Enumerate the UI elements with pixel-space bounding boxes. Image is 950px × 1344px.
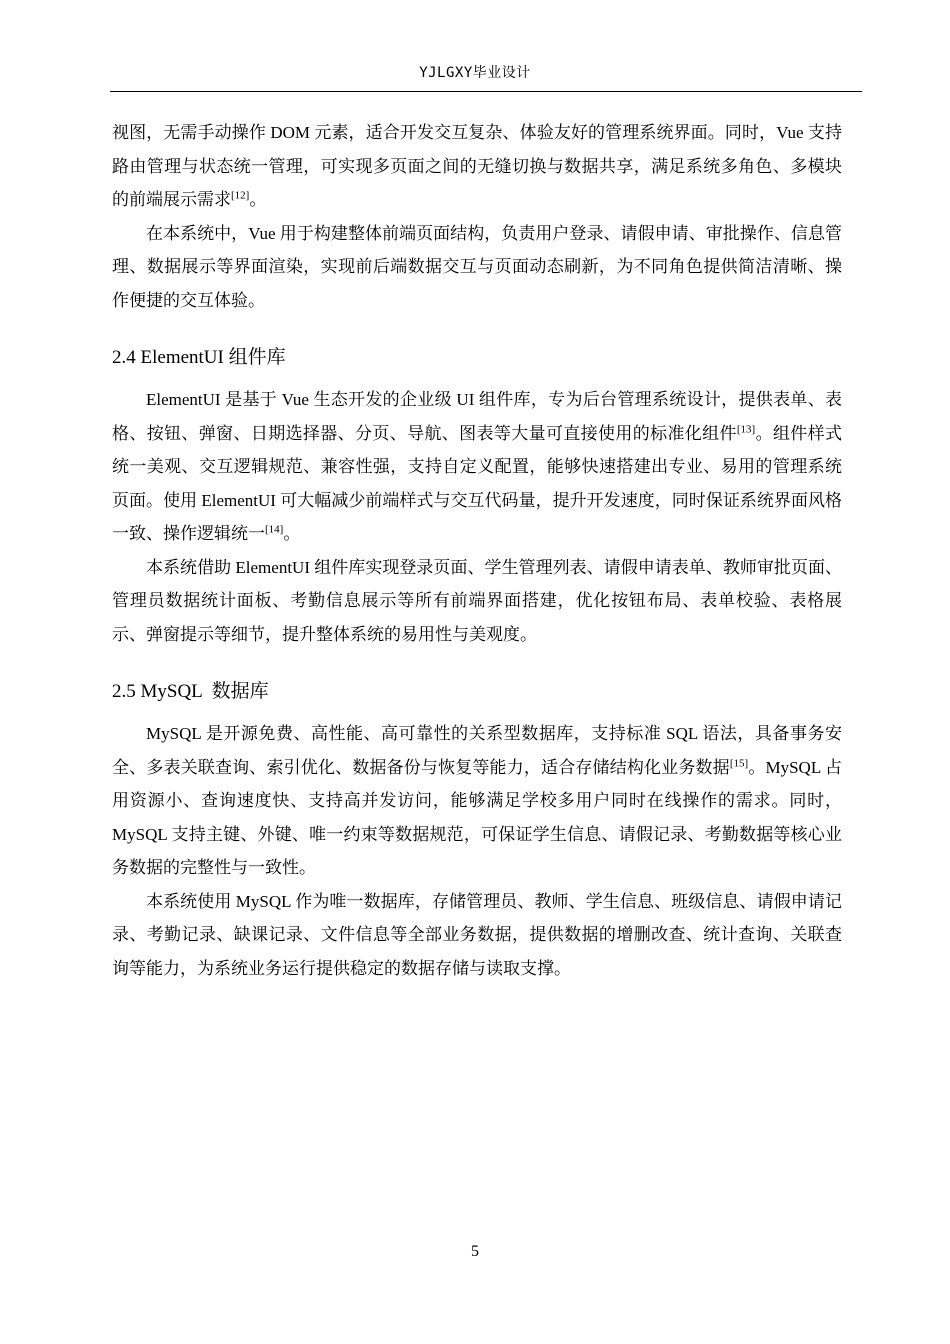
paragraph-tail: 。 bbox=[249, 190, 267, 209]
page-number: 5 bbox=[471, 1243, 479, 1260]
section-heading-mysql: 2.5 MySQL 数据库 bbox=[112, 681, 269, 702]
paragraph-text: MySQL 是开源免费、高性能、高可靠性的关系型数据库，支持标准 SQL 语法，具备事务安全、多表关联查询、索引优化、数据备份与恢复等能力，适合存储结构化业务数据 bbox=[112, 724, 842, 777]
paragraph-text: ElementUI 是基于 Vue 生态开发的企业级 UI 组件库，专为后台管理系统设计，提供表单、表格、按钮、弹窗、日期选择器、分页、导航、图表等大量可直接使用的标准化组件 bbox=[112, 390, 842, 443]
citation-ref: [13] bbox=[736, 422, 756, 435]
paragraph-mysql-usage: 本系统使用 MySQL 作为唯一数据库，存储管理员、教师、学生信息、班级信息、请假申请记录、考勤记录、缺课记录、文件信息等全部业务数据，提供数据的增删改查、统计查询、关联查询等能力，为系统业务运行提供稳定的数据存储与读取支撑。 bbox=[112, 891, 842, 978]
paragraph-mysql-intro bbox=[112, 717, 842, 885]
page-header-title: YJLGXY毕业设计 bbox=[419, 65, 531, 81]
document-body bbox=[112, 116, 842, 985]
paragraph-tail: 。 bbox=[283, 524, 301, 543]
citation-ref: [15] bbox=[729, 756, 749, 769]
paragraph-elementui-intro bbox=[112, 383, 842, 551]
citation-ref: [14] bbox=[265, 523, 284, 536]
paragraph-elementui-usage: 本系统借助 ElementUI 组件库实现登录页面、学生管理列表、请假申请表单、教师审批页面、管理员数据统计面板、考勤信息展示等所有前端界面搭建，优化按钮布局、表单校验、表格展示、弹窗提示等细节，提升整体系统的易用性与美观度。 bbox=[112, 557, 842, 644]
paragraph-text: 视图，无需手动操作 DOM 元素，适合开发交互复杂、体验友好的管理系统界面。同时，Vue 支持路由管理与状态统一管理，可实现多页面之间的无缝切换与数据共享，满足系统多角色、多模块的前端展示需求 bbox=[112, 123, 842, 209]
paragraph-text: 。MySQL 占用资源小、查询速度快、支持高并发访问，能够满足学校多用户同时在线操作的需求。同时，MySQL 支持主键、外键、唯一约束等数据规范，可保证学生信息、请假记录、考勤数据等核心业务数据的完整性与一致性。 bbox=[112, 757, 842, 877]
header-divider bbox=[110, 91, 862, 92]
section-heading-elementui: 2.4 ElementUI 组件库 bbox=[112, 347, 286, 368]
paragraph-vue-usage: 在本系统中，Vue 用于构建整体前端页面结构，负责用户登录、请假申请、审批操作、信息管理、数据展示等界面渲染，实现前后端数据交互与页面动态刷新，为不同角色提供简洁清晰、操作便捷的交互体验。 bbox=[112, 223, 842, 310]
paragraph-vue-continued bbox=[112, 116, 842, 217]
paragraph-text: 。组件样式统一美观、交互逻辑规范、兼容性强，支持自定义配置，能够快速搭建出专业、易用的管理系统页面。使用 ElementUI 可大幅减少前端样式与交互代码量，提升开发速度，同时保证系统界面风格一致、操作逻辑统一 bbox=[112, 423, 843, 543]
citation-ref: [12] bbox=[231, 189, 250, 202]
